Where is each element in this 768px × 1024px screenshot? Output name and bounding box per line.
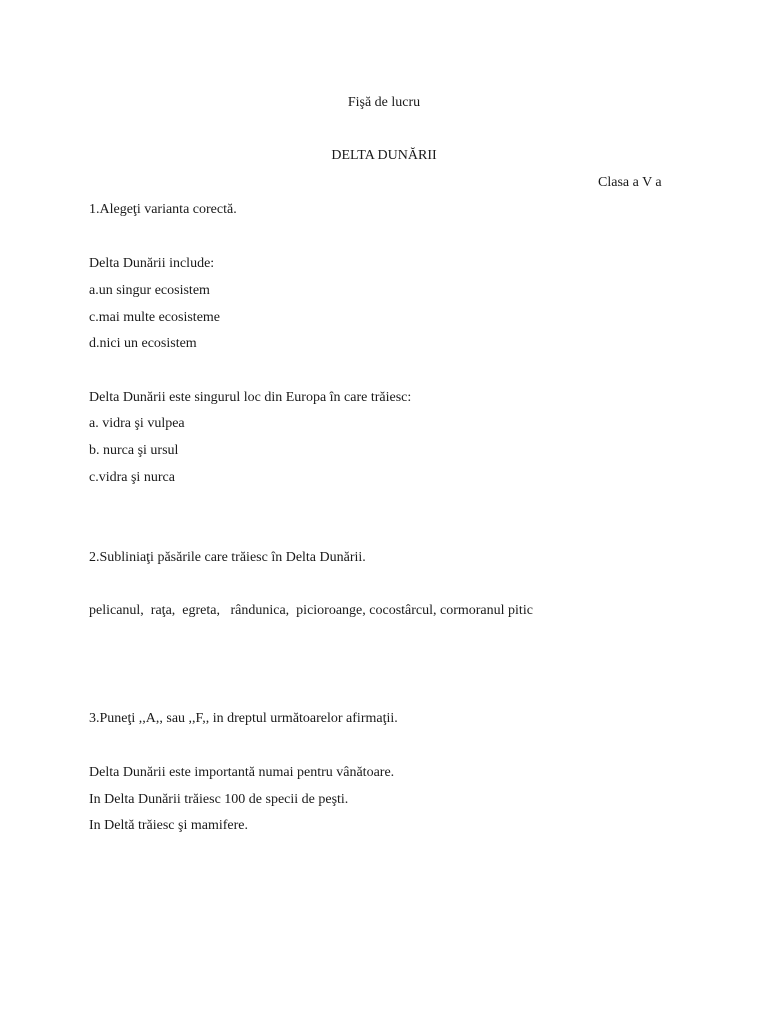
worksheet-title: DELTA DUNĂRII: [331, 148, 437, 163]
exercise1-q1-option-c: c.mai multe ecosisteme: [89, 310, 221, 325]
exercise1-q2-option-c: c.vidra şi nurca: [89, 470, 175, 485]
exercise1-q2-question: Delta Dunării este singurul loc din Europa în care trăiesc:: [89, 390, 412, 405]
exercise2-bird-list: pelicanul, raţa, egreta, rândunica, picioroange, cocostârcul, cormoranul pitic: [89, 603, 533, 618]
exercise3-statement: Delta Dunării este importantă numai pentru vânătoare.: [89, 765, 395, 780]
class-label: Clasa a V a: [598, 175, 662, 190]
exercise1-q2-option-b: b. nurca şi ursul: [89, 443, 179, 458]
exercise3-instruction: 3.Puneţi ,,A,, sau ,,F,, in dreptul următoarelor afirmaţii.: [89, 711, 398, 726]
exercise2-instruction: 2.Subliniaţi păsările care trăiesc în Delta Dunării.: [89, 550, 366, 565]
exercise1-q1-option-a: a.un singur ecosistem: [89, 283, 210, 298]
exercise1-q1-option-d: d.nici un ecosistem: [89, 336, 197, 351]
worksheet-subtitle: Fişă de lucru: [347, 95, 421, 110]
exercise1-instruction: 1.Alegeţi varianta corectă.: [89, 202, 237, 217]
exercise1-q1-question: Delta Dunării include:: [89, 256, 215, 271]
exercise3-statement: In Deltă trăiesc şi mamifere.: [89, 818, 248, 833]
exercise3-statement: In Delta Dunării trăiesc 100 de specii de peşti.: [89, 792, 349, 807]
exercise1-q2-option-a: a. vidra şi vulpea: [89, 416, 185, 431]
